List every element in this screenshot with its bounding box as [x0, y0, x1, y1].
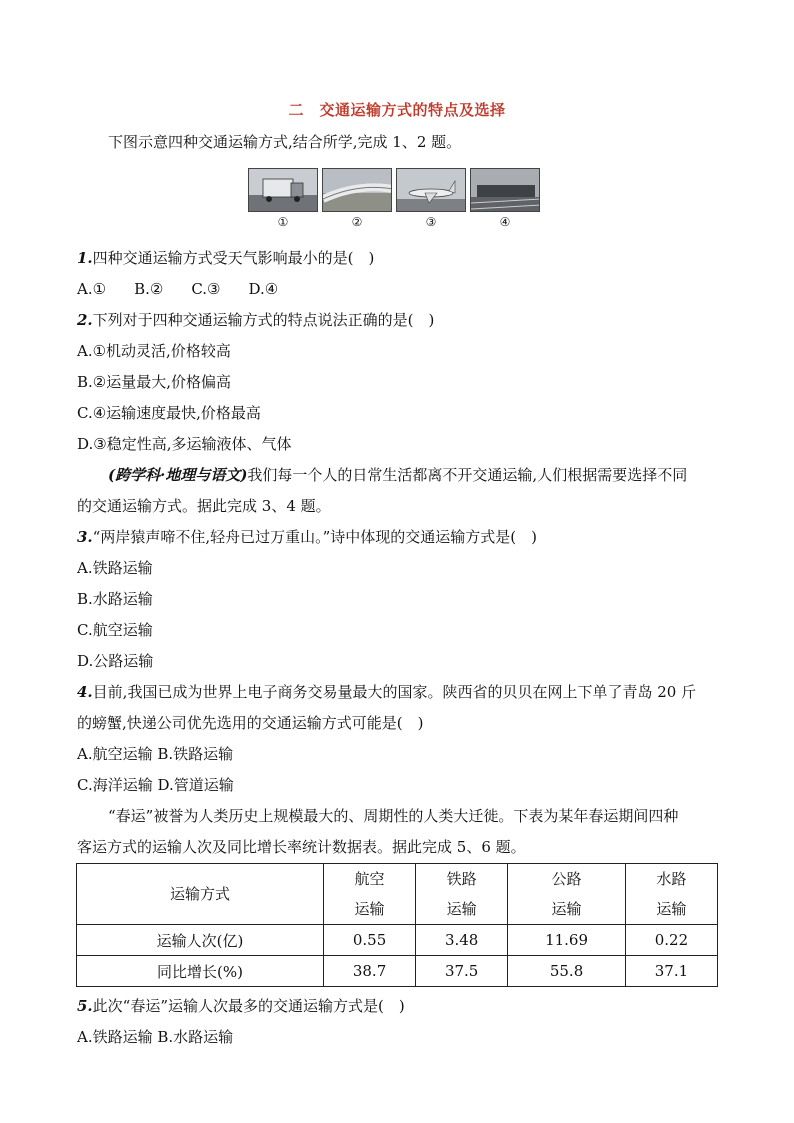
question-5-options-row-1[interactable]: A.铁路运输 B.水路运输: [77, 1028, 234, 1046]
question-number: 3.: [77, 528, 93, 546]
passage-2-line-2: 客运方式的运输人次及同比增长率统计数据表。据此完成 5、6 题。: [77, 838, 526, 856]
question-number: 4.: [77, 683, 93, 701]
table-cell: 3.48: [416, 925, 508, 956]
option-d[interactable]: D.③稳定性高,多运输液体、气体: [77, 435, 292, 453]
passage-text: 我们每一个人的日常生活都离不开交通运输,人们根据需要选择不同: [247, 466, 688, 484]
table-cell: 运输人次(亿): [77, 925, 324, 956]
passage-1-line-2: 的交通运输方式。据此完成 3、4 题。: [77, 497, 331, 515]
table-header-cell: 运输方式: [77, 864, 324, 925]
image-label-2: ②: [351, 215, 363, 229]
question-1: [77, 248, 374, 268]
option-d[interactable]: D.公路运输: [77, 652, 154, 670]
cross-subject-tag: (跨学科·地理与语文): [108, 466, 248, 484]
option-c[interactable]: C.航空运输: [77, 621, 153, 639]
option-c[interactable]: C.③: [191, 280, 221, 298]
option-c[interactable]: C.④运输速度最快,价格最高: [77, 404, 261, 422]
option-b[interactable]: B.②: [134, 280, 164, 298]
table-cell: 0.22: [625, 925, 717, 956]
table-cell: 38.7: [324, 956, 416, 987]
question-number: 1.: [77, 249, 93, 267]
table-cell: 37.1: [625, 956, 717, 987]
option-d[interactable]: D.④: [248, 280, 279, 298]
table-cell: 同比增长(%): [77, 956, 324, 987]
question-4-line-2: 的螃蟹,快递公司优先选用的交通运输方式可能是( ): [77, 714, 424, 732]
table-row: [77, 956, 718, 987]
question-text: 目前,我国已成为世界上电子商务交易量最大的国家。陕西省的贝贝在网上下单了青岛 20 斤: [92, 683, 697, 701]
section-title: 二 交通运输方式的特点及选择: [288, 101, 506, 119]
table-header-cell: 水路 运输: [625, 864, 717, 925]
passage-1-line-1: [108, 465, 687, 485]
question-4-options-row-2[interactable]: C.海洋运输 D.管道运输: [77, 776, 234, 794]
image-label-4: ④: [499, 215, 511, 229]
image-label-1: ①: [277, 215, 289, 229]
question-text: 四种交通运输方式受天气影响最小的是( ): [92, 249, 375, 267]
question-3: [77, 527, 537, 547]
table-header-cell: 航空 运输: [324, 864, 416, 925]
airplane-photo: [396, 168, 466, 212]
transport-data-table: [76, 863, 718, 987]
question-4-options-row-1[interactable]: A.航空运输 B.铁路运输: [77, 745, 234, 763]
question-number: 5.: [77, 997, 93, 1015]
passage-2-line-1: “春运”被誉为人类历史上规模最大的、周期性的人类大迁徙。下表为某年春运期间四种: [108, 807, 679, 825]
question-5: [77, 996, 405, 1016]
option-b[interactable]: B.②运量最大,价格偏高: [77, 373, 232, 391]
truck-highway-photo: [248, 168, 318, 212]
table-cell: 11.69: [508, 925, 626, 956]
transport-image-strip: [248, 168, 544, 230]
option-a[interactable]: A.①机动灵活,价格较高: [77, 342, 231, 360]
question-4-line-1: [77, 682, 696, 702]
intro-text: 下图示意四种交通运输方式,结合所学,完成 1、2 题。: [108, 133, 462, 151]
table-header-cell: 公路 运输: [508, 864, 626, 925]
pipeline-photo: [322, 168, 392, 212]
question-2: [77, 310, 434, 330]
table-cell: 0.55: [324, 925, 416, 956]
train-photo: [470, 168, 540, 212]
option-b[interactable]: B.水路运输: [77, 590, 153, 608]
table-row: [77, 925, 718, 956]
question-1-options: [77, 279, 306, 299]
table-cell: 37.5: [416, 956, 508, 987]
option-a[interactable]: A.①: [77, 280, 107, 298]
question-text: “两岸猿声啼不住,轻舟已过万重山。”诗中体现的交通运输方式是( ): [92, 528, 537, 546]
table-cell: 55.8: [508, 956, 626, 987]
question-text: 下列对于四种交通运输方式的特点说法正确的是( ): [92, 311, 435, 329]
question-number: 2.: [77, 311, 93, 329]
option-a[interactable]: A.铁路运输: [77, 559, 153, 577]
question-text: 此次“春运”运输人次最多的交通运输方式是( ): [92, 997, 405, 1015]
table-header-cell: 铁路 运输: [416, 864, 508, 925]
table-header-row: [77, 864, 718, 925]
image-label-3: ③: [425, 215, 437, 229]
